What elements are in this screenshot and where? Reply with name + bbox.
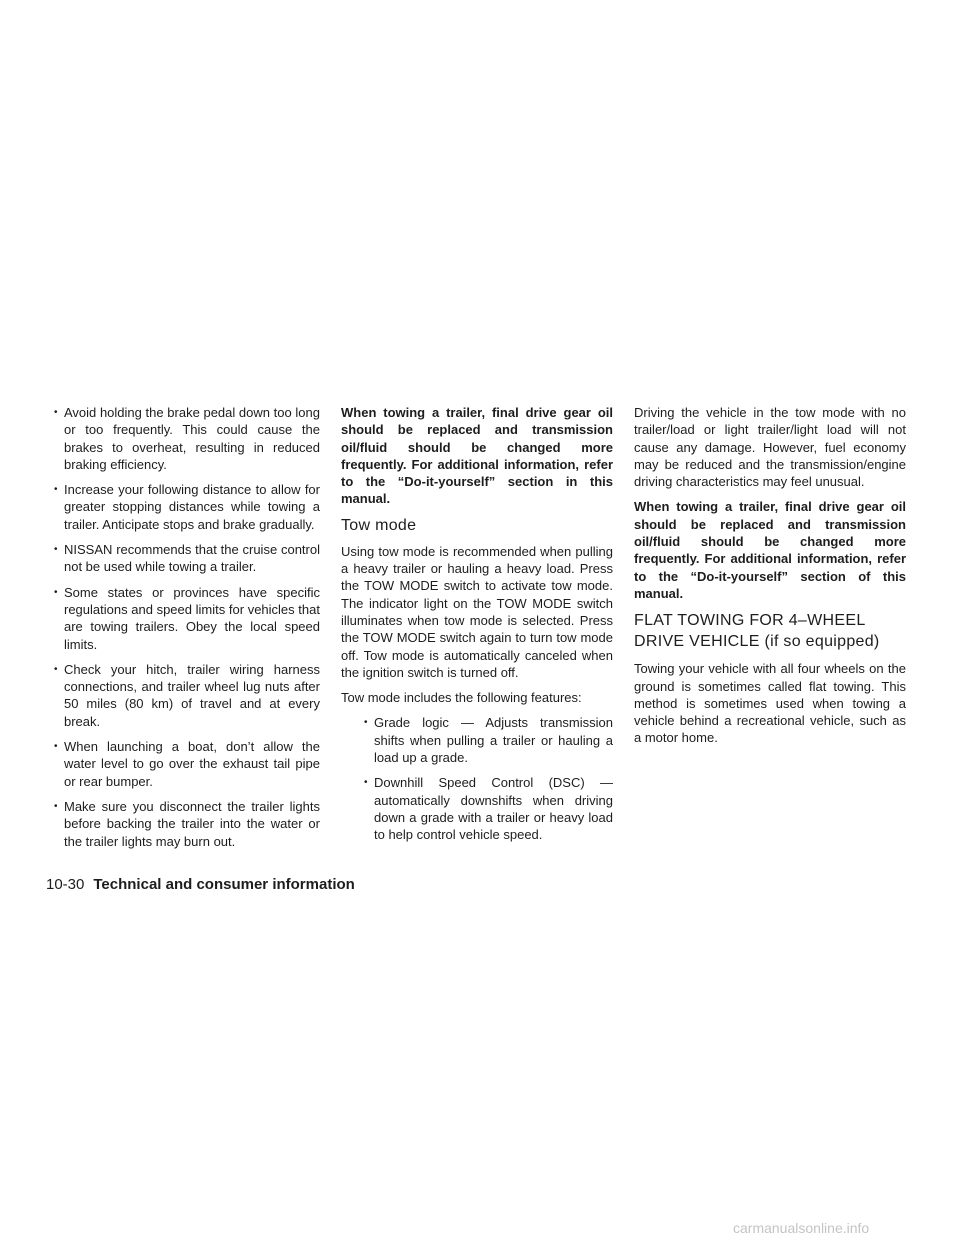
list-item: • Avoid holding the brake pedal down too long or too frequently. This could cause the brakes to overheat, resulting in reduced braking efficiency. (46, 404, 320, 473)
column-2 (341, 404, 613, 852)
column-1 (46, 404, 320, 858)
warning-paragraph: When towing a trailer, final drive gear oil should be replaced and transmission oil/fluid should be changed more frequently. For additional information, refer to the “Do-it-yourself” section of this manual. (634, 499, 906, 601)
section-heading-flat-towing: FLAT TOWING FOR 4–WHEEL DRIVE VEHICLE (if so equipped) (634, 612, 880, 651)
tow-mode-features-intro: Tow mode includes the following features: (341, 690, 582, 706)
list-item: • Check your hitch, trailer wiring harness connections, and trailer wheel lug nuts after 50 miles (80 km) of travel and at every break. (46, 661, 320, 730)
tow-mode-features-list (341, 714, 613, 843)
column-3 (634, 404, 906, 755)
section-heading-tow-mode: Tow mode (341, 516, 417, 534)
list-item: • Downhill Speed Control (DSC) — automatically downshifts when driving down a grade with a trailer or heavy load to help control vehicle speed. (355, 774, 613, 843)
list-item: • Some states or provinces have specific regulations and speed limits for vehicles that are towing trailers. Obey the local speed limits. (46, 584, 320, 653)
list-item: • Make sure you disconnect the trailer lights before backing the trailer into the water or the trailer lights may burn out. (46, 798, 320, 850)
towing-tips-list (46, 404, 320, 850)
warning-paragraph: When towing a trailer, final drive gear oil should be replaced and transmission oil/fluid should be changed more frequently. For additional information, refer to the “Do-it-yourself” section in this manual. (341, 405, 613, 507)
page-number: 10-30 (46, 876, 85, 893)
footer-section-title: Technical and consumer information (93, 876, 355, 893)
list-item: • Grade logic — Adjusts transmission shifts when pulling a trailer or hauling a load up a grade. (355, 714, 613, 766)
watermark: carmanualsonline.info (733, 1220, 870, 1236)
tow-mode-description: Using tow mode is recommended when pulling a heavy trailer or hauling a heavy load. Press the TOW MODE switch to activate tow mode. The indicator light on the TOW MODE switch illuminates when tow mode is selected. Press the TOW MODE switch again to turn tow mode off. Tow mode is automatically canceled when the ignition switch is turned off. (341, 543, 613, 680)
flat-towing-description: Towing your vehicle with all four wheels on the ground is sometimes called flat towing. This method is sometimes used when towing a vehicle behind a recreational vehicle, such as a motor home. (634, 661, 906, 746)
list-item: • When launching a boat, don’t allow the water level to go over the exhaust tail pipe or rear bumper. (46, 738, 320, 790)
list-item: • NISSAN recommends that the cruise control not be used while towing a trailer. (46, 541, 320, 576)
page-footer (46, 876, 355, 893)
tow-mode-note: Driving the vehicle in the tow mode with no trailer/load or light trailer/light load will not cause any damage. However, fuel economy may be reduced and the transmission/engine driving characteristics may feel unusual. (634, 405, 906, 490)
list-item: • Increase your following distance to allow for greater stopping distances while towing a trailer. Anticipate stops and brake gradually. (46, 481, 320, 533)
